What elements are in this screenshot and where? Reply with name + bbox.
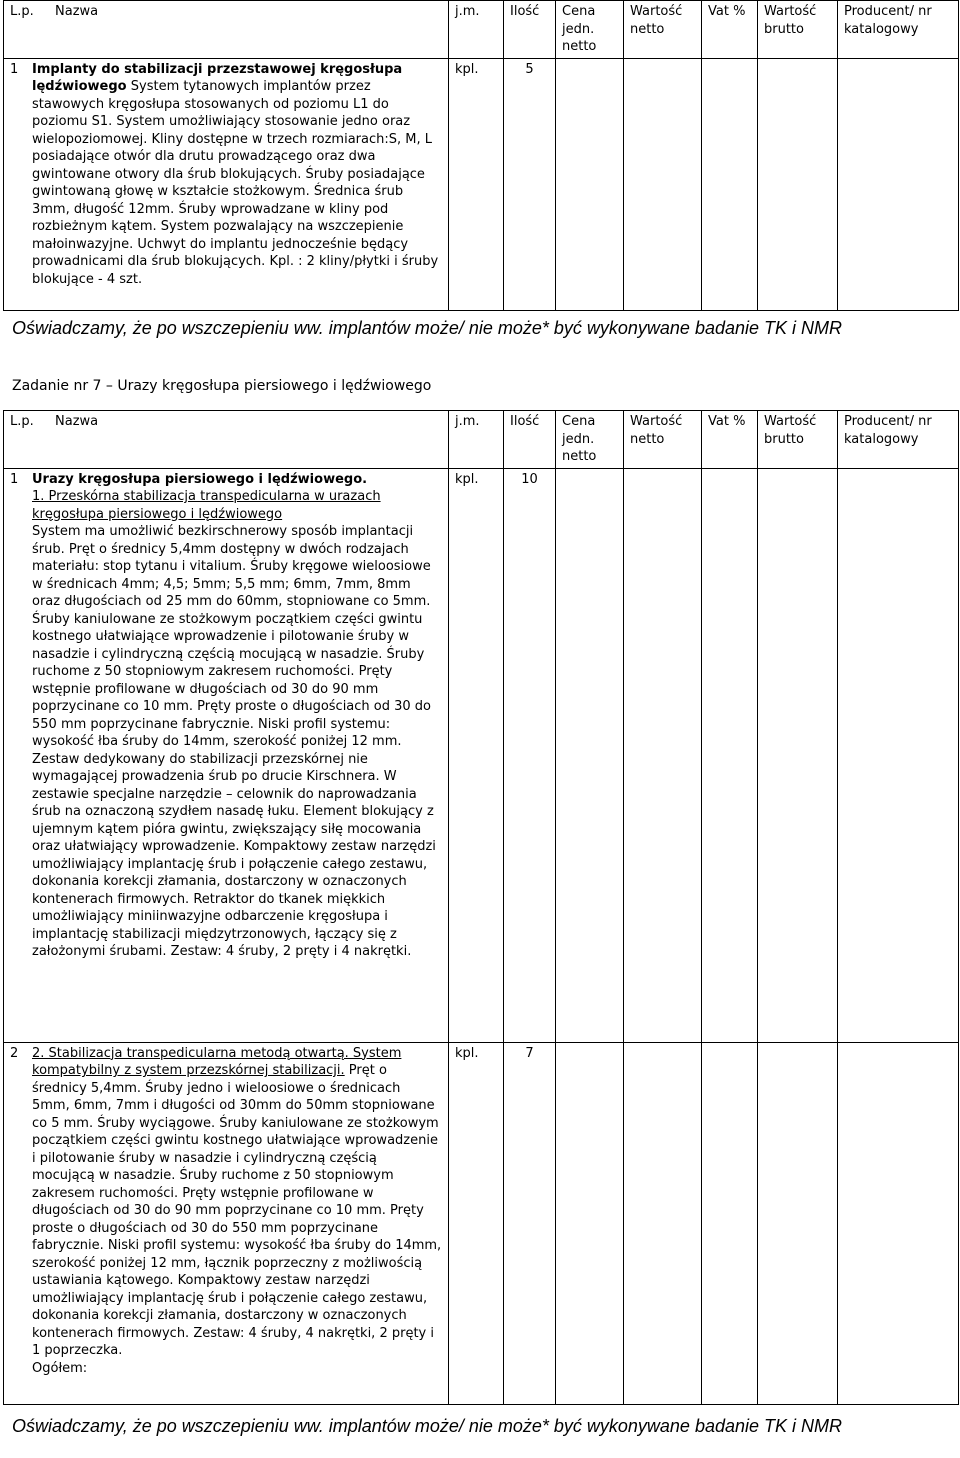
table-header-row (4, 411, 959, 469)
header-wartosc-brutto: Wartość brutto (758, 1, 838, 59)
header-producent: Producent/ nr katalogowy (838, 411, 959, 469)
row-cena[interactable] (556, 1042, 624, 1404)
header-wartosc-netto: Wartość netto (624, 411, 702, 469)
row-vat[interactable] (702, 58, 758, 310)
table-row (4, 468, 959, 1042)
row-wartosc-netto[interactable] (624, 58, 702, 310)
row-producent[interactable] (838, 468, 959, 1042)
header-lp-nazwa (4, 411, 449, 469)
total-label: Ogółem: (32, 1360, 88, 1376)
table-header-row (4, 1, 959, 59)
header-nazwa: Nazwa (55, 414, 99, 429)
declaration-2: Oświadczamy, że po wszczepieniu ww. implantów może/ nie może* być wykonywane badanie TK i NMR (12, 1416, 843, 1436)
row-producent[interactable] (838, 58, 959, 310)
row-wartosc-brutto[interactable] (758, 1042, 838, 1404)
row-wartosc-brutto[interactable] (758, 58, 838, 310)
row-wartosc-brutto[interactable] (758, 468, 838, 1042)
table-urazy (3, 410, 959, 1405)
header-cena: Cena jedn. netto (556, 411, 624, 469)
row-title: Urazy kręgosłupa piersiowego i lędźwiowego. (32, 471, 368, 487)
row-wartosc-netto[interactable] (624, 468, 702, 1042)
zadanie-title: Zadanie nr 7 – Urazy kręgosłupa piersiowego i lędźwiowego (12, 378, 432, 394)
header-producent: Producent/ nr katalogowy (838, 1, 959, 59)
header-lp-nazwa (4, 1, 449, 59)
header-wartosc-netto: Wartość netto (624, 1, 702, 59)
row-title: Implanty do stabilizacji przezstawowej kręgosłupa lędźwiowego (32, 61, 403, 94)
row-lp: 1 (10, 471, 19, 487)
table-row (4, 58, 959, 310)
row-ilosc: 7 (504, 1042, 556, 1404)
row-ilosc: 10 (504, 468, 556, 1042)
row-producent[interactable] (838, 1042, 959, 1404)
row-lp: 2 (10, 1045, 19, 1061)
header-lp: L.p. (10, 4, 34, 19)
row-description (32, 471, 442, 961)
header-ilosc: Ilość (504, 411, 556, 469)
declaration-1: Oświadczamy, że po wszczepieniu ww. implantów może/ nie może* być wykonywane badanie TK i NMR (12, 318, 843, 338)
row-nazwa-cell (4, 468, 449, 1042)
row-ilosc: 5 (504, 58, 556, 310)
header-jm: j.m. (449, 411, 504, 469)
row-jm: kpl. (449, 58, 504, 310)
row-subtitle: 1. Przeskórna stabilizacja transpedicularna w urazach kręgosłupa piersiowego i lędźwiowego (32, 489, 381, 522)
header-lp: L.p. (10, 414, 34, 429)
row-nazwa-cell (4, 58, 449, 310)
header-wartosc-brutto: Wartość brutto (758, 411, 838, 469)
header-ilosc: Ilość (504, 1, 556, 59)
row-jm: kpl. (449, 1042, 504, 1404)
row-lp: 1 (10, 61, 19, 77)
row-description (32, 61, 442, 289)
row-jm: kpl. (449, 468, 504, 1042)
row-text: Pręt o średnicy 5,4mm. Śruby jedno i wieloosiowe o średnicach 5mm, 6mm, 7mm i długości od 30mm do 50mm stopniowane co 5 mm. Śruby wyciągowe. Śruby kaniulowane ze stożkowym początkiem części gwintu kostnego ułatwiające wprowadzenie i pilotowanie śruby w nasadzie i cylindryczną częścią mocującą w nasadzie. Śruby ruchome z 50 stopniowym zakresem ruchomości. Pręty wstępnie profilowane w długościach od 30 do 90 mm poprzycinane co 10 mm. Pręty proste o długościach od 30 do 550 mm poprzycinane fabrycznie. Niski profil systemu: wysokość łba śruby do 14mm, szerokość poniżej 12 mm, łącznik poprzeczny z możliwością ustawiania kątowego. Kompaktowy zestaw narzędzi umożliwiający implantację śrub i połączenie całego zestawu, dokonania korekcji złamania, dostarczony w oznaczonych kontenerach firmowych. Zestaw: 4 śruby, 4 nakrętki, 2 pręty i 1 poprzeczka. (32, 1063, 442, 1358)
row-vat[interactable] (702, 1042, 758, 1404)
row-subtitle: 2. Stabilizacja transpedicularna metodą otwartą. System kompatybilny z system przezskórnej stabilizacji. (32, 1045, 402, 1078)
header-vat: Vat % (702, 411, 758, 469)
row-text: System tytanowych implantów przez stawowych kręgosłupa stosowanych od poziomu L1 do poziomu S1. System umożliwiający stosowanie jedno oraz wielopoziomowej. Kliny dostępne w trzech rozmiarach:S, M, L posiadające otwór dla drutu prowadzącego oraz dwa gwintowane otwory dla śrub blokujących. Śruby posiadające gwintowaną głowę w kształcie stożkowym. Średnica śrub 3mm, długość 12mm. Śruby wprowadzane w kliny pod rozbieżnym kątem. System pozwalający na wszczepienie małoinwazyjne. Uchwyt do implantu jednocześnie będący prowadnicami dla śrub blokujących. Kpl. : 2 kliny/płytki i śruby blokujące - 4 szt. (32, 79, 439, 287)
header-jm: j.m. (449, 1, 504, 59)
row-description (32, 1045, 442, 1378)
row-cena[interactable] (556, 58, 624, 310)
row-nazwa-cell (4, 1042, 449, 1404)
table-implanty (3, 0, 959, 311)
table-row (4, 1042, 959, 1404)
row-vat[interactable] (702, 468, 758, 1042)
header-cena: Cena jedn. netto (556, 1, 624, 59)
header-nazwa: Nazwa (55, 4, 99, 19)
header-vat: Vat % (702, 1, 758, 59)
row-text: System ma umożliwić bezkirschnerowy sposób implantacji śrub. Pręt o średnicy 5,4mm dostępny w dwóch rodzajach materiału: stop tytanu i vitalium. Śruby kręgowe wieloosiowe w średnicach 4mm; 4,5; 5mm; 5,5 mm; 6mm, 7mm, 8mm oraz długościach od 25 mm do 60mm, stopniowane co 5mm. Śruby kaniulowane ze stożkowym początkiem części gwintu kostnego ułatwiające wprowadzenie i pilotowanie śruby w nasadzie i cylindryczną częścią mocującą w nasadzie. Śruby ruchome z 50 stopniowym zakresem ruchomości. Pręty wstępnie profilowane w długościach od 30 do 90 mm poprzycinane co 10 mm. Pręty proste o długościach od 30 do 550 mm poprzycinane fabrycznie. Niski profil systemu: wysokość łba śruby do 14mm, szerokość poniżej 12 mm. Zestaw dedykowany do stabilizacji przezskórnej nie wymagającej prowadzenia śrub po drucie Kirschnera. W zestawie specjalne narzędzie – celownik do naprowadzania śrub na oznaczoną szydłem nasadę łuku. Element blokujący z ujemnym kątem pióra gwintu, zwiększający siłę mocowania oraz ułatwiający wprowadzenie. Kompaktowy zestaw narzędzi umożliwiający implantację śrub i połączenie całego zestawu, dokonania korekcji złamania, dostarczony w oznaczonych kontenerach firmowych. Retraktor do tkanek miękkich umożliwiający miniinwazyjne odbarczenie kręgosłupa i implantację stabilizacji międzytrzonowych, łączący się z założonymi śrubami. Zestaw: 4 śruby, 2 pręty i 4 nakrętki. (32, 524, 436, 959)
row-wartosc-netto[interactable] (624, 1042, 702, 1404)
row-cena[interactable] (556, 468, 624, 1042)
